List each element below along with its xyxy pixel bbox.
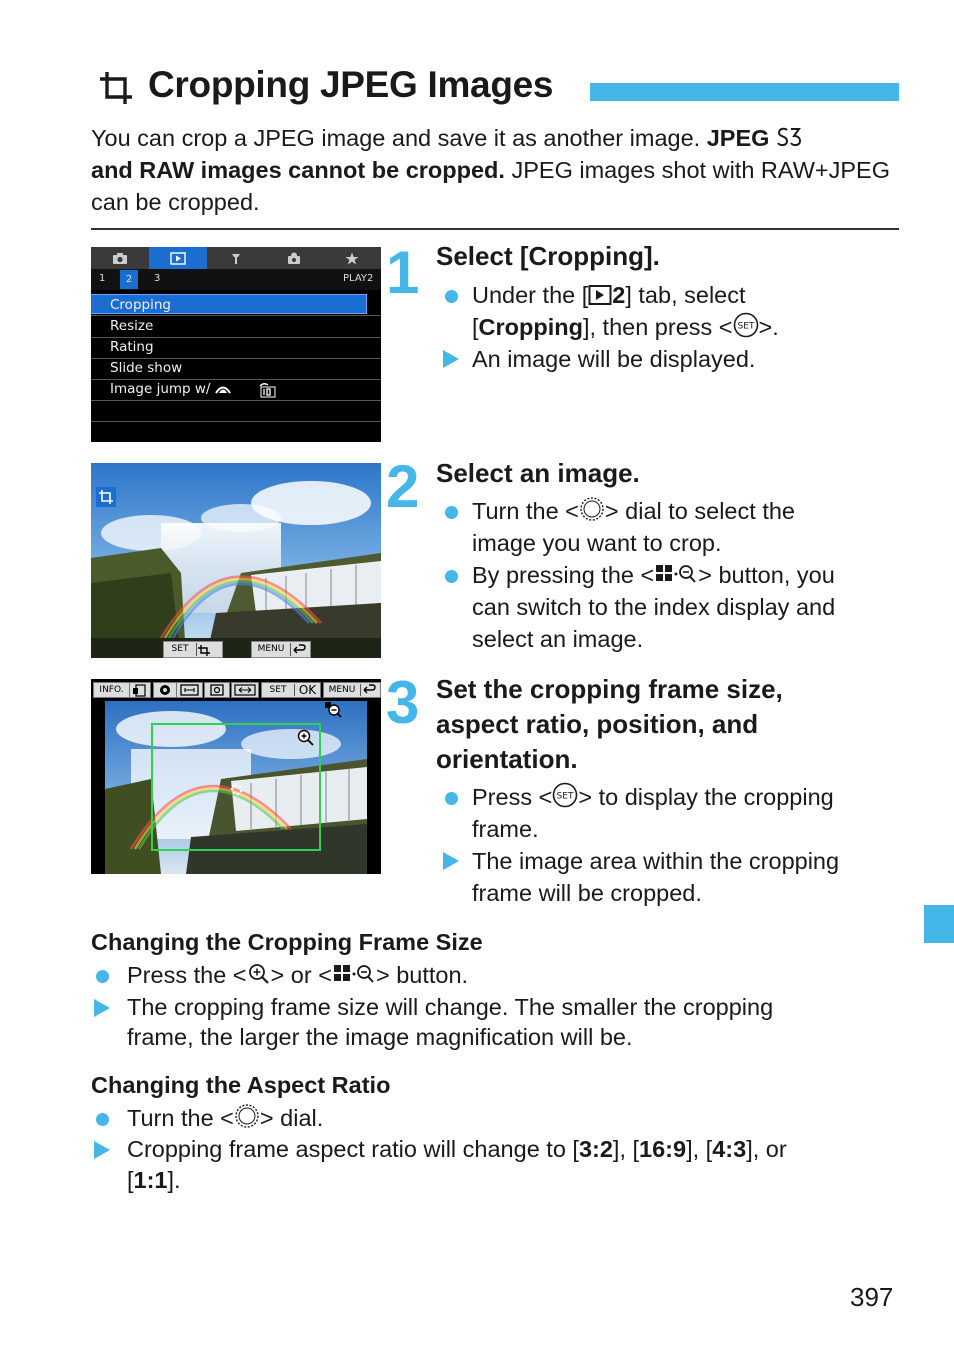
magnify-icon: [247, 962, 271, 986]
camera-menu-screen: [91, 247, 381, 442]
playback-tab-icon: [588, 284, 612, 306]
menu-separator: [91, 421, 381, 422]
waterfall-photo: [91, 463, 381, 658]
aspect-ratio-heading: Changing the Aspect Ratio: [91, 1072, 391, 1098]
bullet-dot-icon: [445, 290, 458, 303]
list-item: The image area within the cropping frame will be cropped.: [436, 845, 906, 909]
index-magnify-icon: [654, 562, 698, 586]
zoom-out-icon: [324, 701, 342, 719]
bullet-dot-icon: [445, 792, 458, 805]
tilt-correction-icon: [205, 683, 229, 697]
svg-text:SET: SET: [737, 321, 754, 332]
tab-my-menu[interactable]: [323, 247, 381, 269]
aspect-ratio-body: [91, 1103, 891, 1196]
info-button[interactable]: INFO.: [93, 682, 130, 698]
main-dial-icon: [215, 385, 231, 394]
section-divider: [91, 228, 899, 230]
result-arrow-icon: [94, 999, 110, 1017]
tab-custom[interactable]: [265, 247, 323, 269]
menu-back-button[interactable]: MENU: [251, 641, 311, 658]
frame-size-body: [91, 960, 891, 1052]
step-1-body: [436, 279, 906, 375]
list-item: Press the < > or < > button.: [91, 960, 891, 990]
menu-item-rating[interactable]: Rating: [110, 339, 154, 355]
wrench-icon: [230, 252, 242, 265]
list-item: By pressing the < > button, you can switch to the index display and select an image.: [436, 559, 906, 655]
bullet-dot-icon: [96, 970, 109, 983]
step-1-title: Select [Cropping].: [436, 241, 660, 271]
result-arrow-icon: [443, 852, 459, 870]
aspect-ratio-button[interactable]: [176, 682, 203, 698]
svg-text:SET: SET: [556, 791, 574, 802]
page-title: Cropping JPEG Images: [148, 64, 554, 105]
subtab-2[interactable]: 2: [120, 270, 138, 289]
crop-indicator-icon: [96, 487, 116, 507]
bullet-dot-icon: [445, 570, 458, 583]
crop-icon: [98, 70, 134, 106]
page-number: 397: [850, 1282, 894, 1312]
menu-item-resize[interactable]: Resize: [110, 318, 154, 334]
step-2-body: [436, 495, 906, 655]
menu-tabs: [91, 247, 381, 269]
aspect-ratio-icon: [177, 683, 202, 697]
correction-button[interactable]: [204, 682, 230, 698]
tab-playback[interactable]: [149, 247, 207, 269]
list-item: Cropping frame aspect ratio will change to [3:2], [16:9], [4:3], or [1:1].: [91, 1134, 891, 1196]
result-arrow-icon: [94, 1141, 110, 1159]
quick-control-dial-icon: [234, 1103, 260, 1129]
index-magnify-icon: [332, 962, 376, 986]
list-item: An image will be displayed.: [436, 343, 906, 375]
tab-shooting[interactable]: [91, 247, 149, 269]
menu-item-cropping[interactable]: Cropping: [91, 294, 367, 314]
image-playback-screen: [91, 463, 381, 658]
tab-setup[interactable]: [207, 247, 265, 269]
quick-control-dial-icon: [579, 496, 605, 522]
menu-subtabs: [91, 269, 381, 290]
zoom-in-icon: [296, 728, 314, 746]
subtab-3[interactable]: 3: [154, 273, 161, 284]
rotate-frame-icon: [130, 683, 150, 697]
custom-functions-icon: [286, 252, 302, 265]
step-3-title: Set the cropping frame size, aspect ratio, position, and orientation.: [436, 674, 783, 774]
jump-10-images-icon: [258, 382, 276, 398]
menu-separator: [91, 400, 381, 401]
step-2-title: Select an image.: [436, 458, 640, 488]
bullet-dot-icon: [445, 506, 458, 519]
arrows-horizontal-icon: [232, 683, 258, 697]
menu-back-button[interactable]: MENU: [323, 682, 381, 698]
list-item: The cropping frame size will change. The smaller the cropping frame, the larger the image magnification will be.: [91, 992, 891, 1052]
set-button-icon: [733, 312, 759, 338]
list-item: Turn the < > dial.: [91, 1103, 891, 1134]
result-arrow-icon: [443, 350, 459, 368]
set-button-icon: [552, 782, 578, 808]
chapter-tab-marker: [924, 905, 954, 943]
return-arrow-icon: [361, 684, 377, 696]
cropping-screen: [91, 679, 381, 874]
menu-item-image-jump[interactable]: Image jump w/: [91, 379, 381, 400]
star-icon: [345, 252, 359, 265]
subtab-1[interactable]: 1: [99, 273, 106, 284]
camera-icon: [112, 252, 128, 264]
set-crop-button[interactable]: SET: [163, 641, 223, 658]
quick-control-dial-icon: [154, 683, 176, 697]
step-number-1: 1: [386, 239, 418, 306]
step-3-body: [436, 781, 906, 909]
small-s3-icon: [776, 125, 802, 149]
menu-tab-label: PLAY2: [343, 273, 374, 284]
bullet-dot-icon: [96, 1113, 109, 1126]
list-item: Turn the < > dial to select the image you want to crop.: [436, 495, 906, 559]
frame-size-heading: Changing the Cropping Frame Size: [91, 929, 483, 955]
dial-button[interactable]: [153, 682, 177, 698]
playback-icon: [170, 252, 186, 265]
title-accent-bar: [590, 83, 899, 101]
list-item: Press < SET > to display the cropping frame.: [436, 781, 906, 845]
crop-icon-small: [197, 644, 211, 656]
set-ok-button[interactable]: SET OK: [261, 682, 321, 698]
list-item: Under the [ 2] tab, select [Cropping], then press < SET >.: [436, 279, 906, 343]
horizontal-button[interactable]: [231, 682, 259, 698]
intro-paragraph: You can crop a JPEG image and save it as another image. JPEG and RAW images cannot be cropped. JPEG images shot with RAW+JPEG can be cropped.: [91, 125, 890, 215]
return-arrow-icon: [291, 644, 307, 656]
orientation-button[interactable]: [129, 682, 151, 698]
step-number-3: 3: [386, 669, 418, 736]
menu-item-slide-show[interactable]: Slide show: [110, 360, 183, 376]
step-number-2: 2: [386, 453, 418, 520]
